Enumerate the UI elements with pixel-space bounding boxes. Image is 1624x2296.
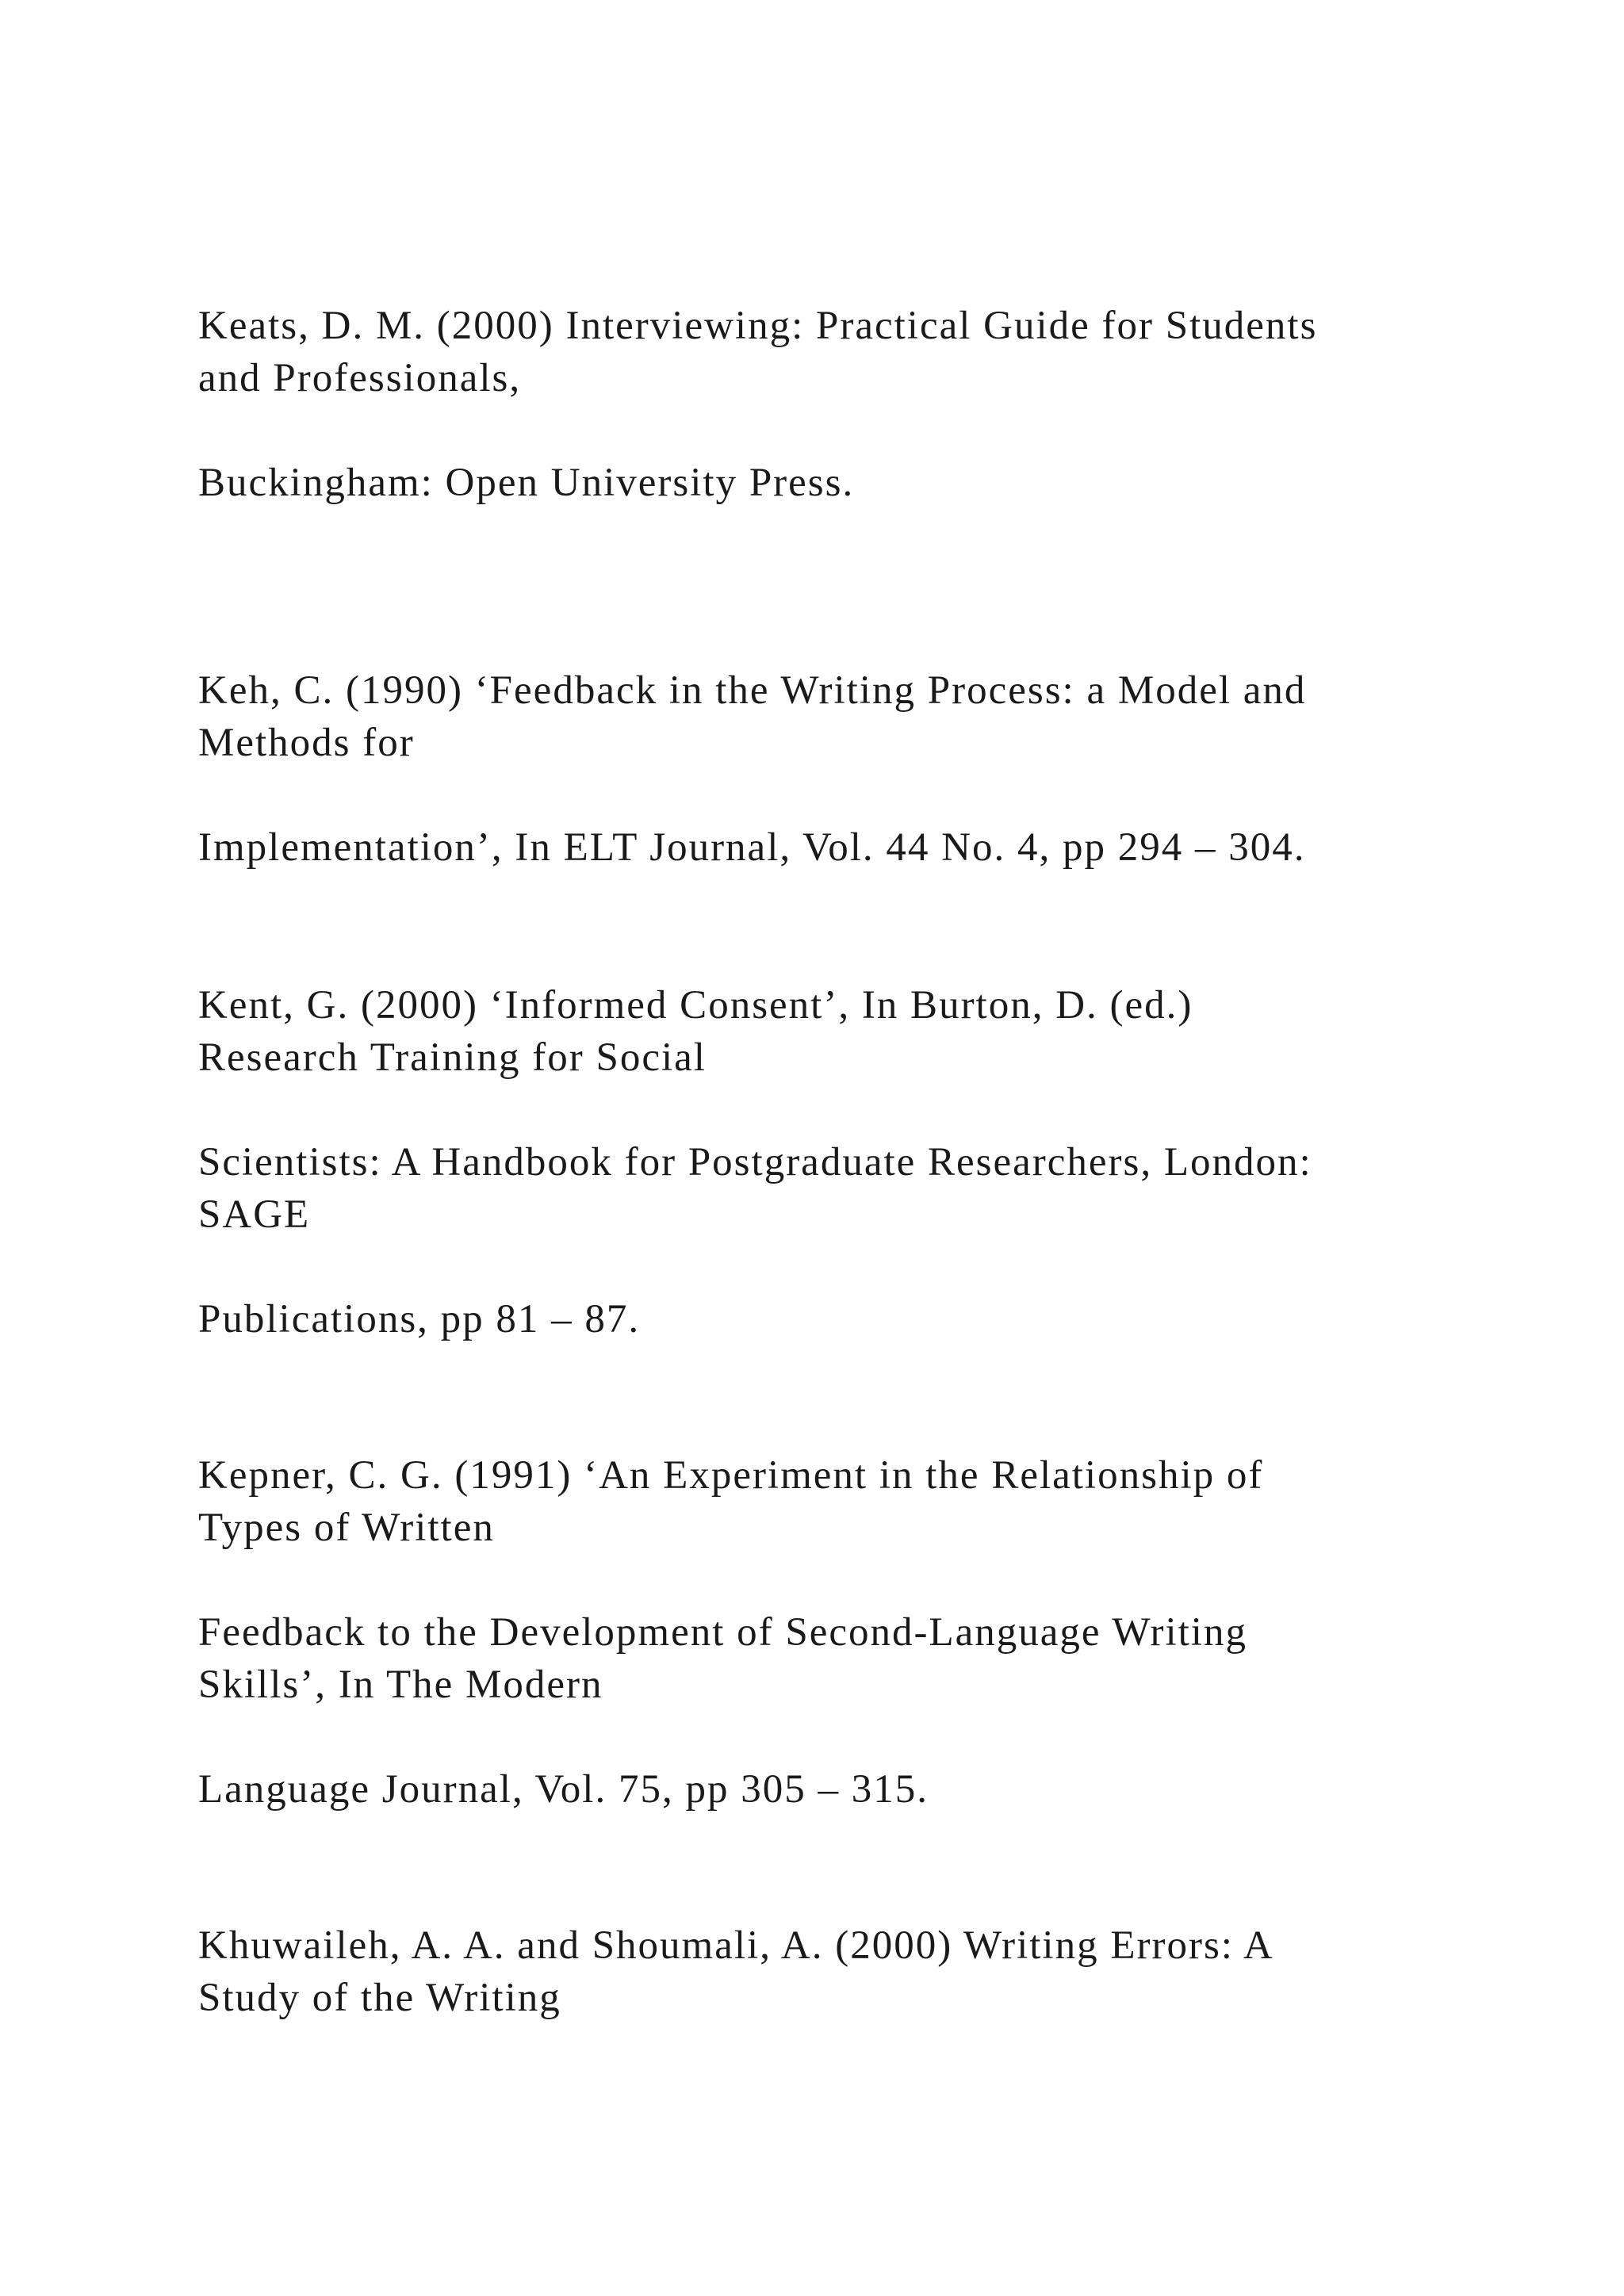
reference-kepner-line-2: Types of Written bbox=[198, 1506, 495, 1550]
reference-kent-line-4: SAGE bbox=[198, 1192, 311, 1237]
reference-kepner-line-5: Language Journal, Vol. 75, pp 305 – 315. bbox=[198, 1767, 929, 1812]
reference-kent-line-1: Kent, G. (2000) ‘Informed Consent’, In Burton, D. (ed.) bbox=[198, 983, 1193, 1027]
reference-keh-line-1: Keh, C. (1990) ‘Feedback in the Writing Process: a Model and bbox=[198, 668, 1307, 713]
reference-keats-line-3: Buckingham: Open University Press. bbox=[198, 461, 855, 505]
reference-kepner-line-4: Skills’, In The Modern bbox=[198, 1663, 603, 1707]
reference-kent-line-2: Research Training for Social bbox=[198, 1035, 707, 1080]
reference-kepner-line-1: Kepner, C. G. (1991) ‘An Experiment in the Relationship of bbox=[198, 1453, 1264, 1498]
reference-keh-line-3: Implementation’, In ELT Journal, Vol. 44 No. 4, pp 294 – 304. bbox=[198, 825, 1306, 870]
reference-kent-line-5: Publications, pp 81 – 87. bbox=[198, 1297, 641, 1341]
reference-khuwaileh-line-2: Study of the Writing bbox=[198, 1976, 561, 2020]
reference-keats-line-1: Keats, D. M. (2000) Interviewing: Practical Guide for Students bbox=[198, 304, 1318, 348]
reference-kepner-line-3: Feedback to the Development of Second-Language Writing bbox=[198, 1610, 1247, 1655]
reference-khuwaileh-line-1: Khuwaileh, A. A. and Shoumali, A. (2000) Writing Errors: A bbox=[198, 1923, 1274, 1968]
reference-keh-line-2: Methods for bbox=[198, 721, 415, 765]
reference-keats-line-2: and Professionals, bbox=[198, 356, 522, 400]
reference-kent-line-3: Scientists: A Handbook for Postgraduate Researchers, London: bbox=[198, 1140, 1312, 1184]
